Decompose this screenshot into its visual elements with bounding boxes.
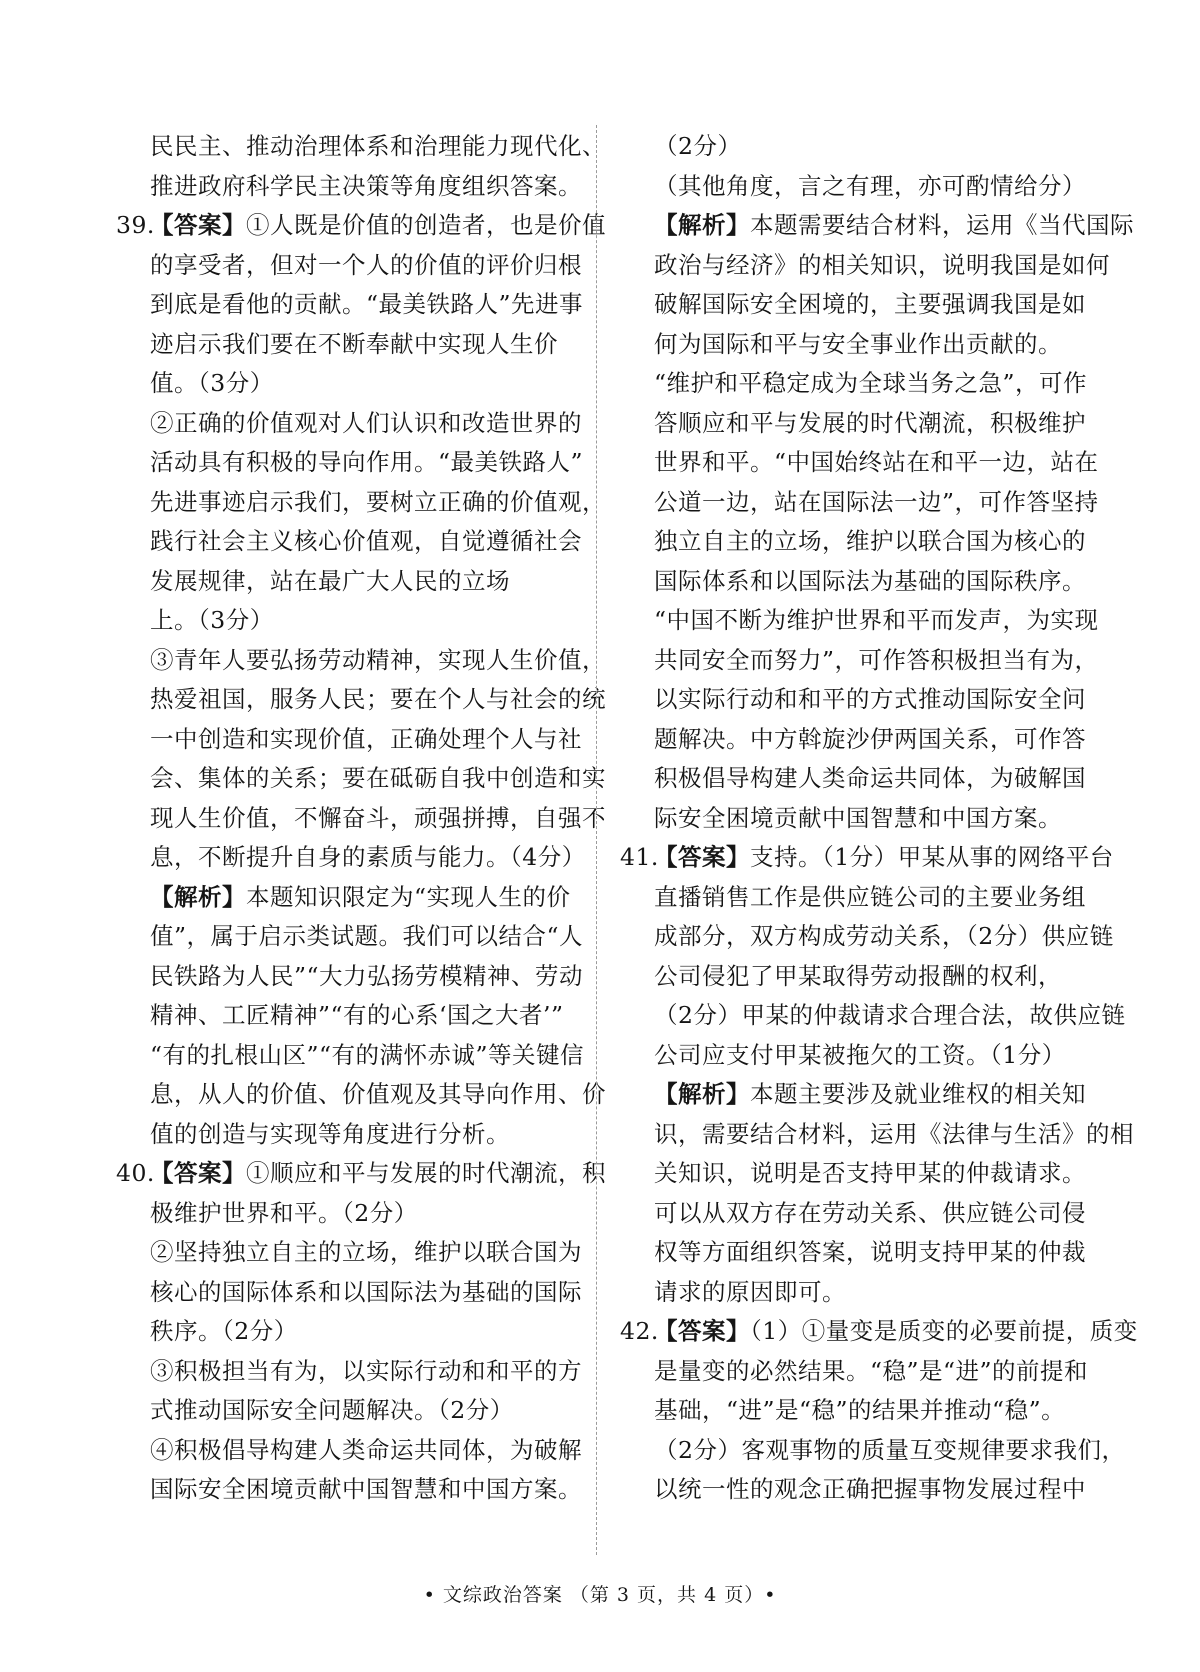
line-text: 题解决。中方斡旋沙伊两国关系，可作答 bbox=[654, 724, 1086, 753]
line-text: 以统一性的观念正确把握事物发展过程中 bbox=[654, 1475, 1086, 1503]
text-line bbox=[620, 127, 1080, 167]
line-text: 独立自主的立场，维护以联合国为核心的 bbox=[654, 527, 1086, 555]
text-line bbox=[116, 325, 572, 365]
line-text: 以实际行动和和平的方式推动国际安全问 bbox=[654, 685, 1086, 713]
line-text: 答顺应和平与发展的时代潮流，积极维护 bbox=[654, 408, 1086, 437]
text-line bbox=[116, 483, 606, 523]
text-line bbox=[116, 917, 584, 957]
text-line bbox=[116, 1312, 572, 1352]
text-line bbox=[620, 443, 1099, 483]
section-tag: 【答案】 bbox=[150, 1159, 246, 1187]
question-number: 41. bbox=[620, 843, 659, 871]
section-tag: 【答案】 bbox=[654, 843, 750, 871]
line-text: “有的扎根山区”“有的满怀赤诚”等关键信 bbox=[150, 1040, 585, 1069]
left-column bbox=[116, 127, 606, 1510]
text-line bbox=[620, 1036, 1080, 1076]
line-text: 际安全困境贡献中国智慧和中国方案。 bbox=[654, 803, 1062, 832]
text-line bbox=[620, 206, 1134, 246]
text-line bbox=[116, 680, 606, 720]
text-line bbox=[116, 246, 582, 286]
text-line bbox=[116, 641, 606, 681]
line-text: 积极倡导构建人类命运共同体，为破解国 bbox=[654, 764, 1086, 792]
text-line bbox=[116, 206, 606, 246]
line-text: 国际安全困境贡献中国智慧和中国方案。 bbox=[150, 1475, 582, 1503]
line-text: 关知识，说明是否支持甲某的仲裁请求。 bbox=[654, 1159, 1086, 1187]
right-column bbox=[620, 127, 1138, 1510]
text-line bbox=[116, 1115, 572, 1155]
line-text: ①顺应和平与发展的时代潮流，积 bbox=[246, 1159, 606, 1187]
text-line bbox=[116, 601, 572, 641]
text-line bbox=[620, 601, 1099, 641]
line-text: 践行社会主义核心价值观，自觉遵循社会 bbox=[150, 527, 582, 555]
line-text: 基础，“进”是“稳”的结果并推动“稳”。 bbox=[654, 1396, 1066, 1424]
section-tag: 【解析】 bbox=[654, 211, 750, 239]
text-line bbox=[620, 1470, 1086, 1510]
line-text: 本题需要结合材料，运用《当代国际 bbox=[750, 211, 1134, 239]
line-text: 国际体系和以国际法为基础的国际秩序。 bbox=[654, 566, 1086, 595]
text-line bbox=[116, 562, 572, 602]
text-line bbox=[116, 957, 584, 997]
text-line bbox=[116, 167, 582, 207]
text-line bbox=[620, 364, 1088, 404]
text-line bbox=[116, 1470, 582, 1510]
line-text: ③青年人要弘扬劳动精神，实现人生价值， bbox=[150, 645, 606, 674]
line-text: 共同安全而努力”，可作答积极担当有为， bbox=[654, 645, 1099, 674]
text-line bbox=[620, 641, 1099, 681]
text-line bbox=[620, 799, 1080, 839]
text-line bbox=[620, 917, 1114, 957]
line-text: ②正确的价值观对人们认识和改造世界的 bbox=[150, 408, 582, 437]
line-text: 精神、工匠精神”“有的心系‘国之大者’” bbox=[150, 1001, 564, 1029]
line-text: ②坚持独立自主的立场，维护以联合国为 bbox=[150, 1238, 582, 1266]
line-text: 是量变的必然结果。“稳”是“进”的前提和 bbox=[654, 1356, 1089, 1385]
text-line bbox=[116, 364, 572, 404]
line-text: （2分）甲某的仲裁请求合理合法，故供应链 bbox=[654, 1001, 1126, 1029]
text-line bbox=[116, 838, 586, 878]
text-line bbox=[116, 1431, 582, 1471]
line-text: 发展规律，站在最广大人民的立场 bbox=[150, 566, 510, 595]
line-text: 值的创造与实现等角度进行分析。 bbox=[150, 1119, 510, 1148]
line-text: 现人生价值，不懈奋斗，顽强拼搏，自强不 bbox=[150, 803, 606, 832]
line-text: （2分） bbox=[654, 132, 742, 160]
section-tag: 【答案】 bbox=[150, 211, 246, 239]
line-text: 本题主要涉及就业维权的相关知 bbox=[750, 1080, 1086, 1108]
text-line bbox=[116, 285, 584, 325]
text-line bbox=[620, 878, 1086, 918]
line-text: 秩序。（2分） bbox=[150, 1317, 298, 1345]
line-text: 先进事迹启示我们，要树立正确的价值观， bbox=[150, 487, 606, 516]
text-line bbox=[116, 759, 606, 799]
line-text: “维护和平稳定成为全球当务之急”，可作 bbox=[654, 369, 1088, 397]
text-line bbox=[116, 1391, 572, 1431]
text-line bbox=[620, 285, 1086, 325]
question-number: 40. bbox=[116, 1159, 155, 1187]
text-line bbox=[116, 443, 584, 483]
text-line bbox=[116, 799, 606, 839]
text-line bbox=[620, 720, 1086, 760]
text-line bbox=[116, 1233, 582, 1273]
section-tag: 【答案】 bbox=[654, 1317, 750, 1345]
line-text: （2分）客观事物的质量互变规律要求我们， bbox=[654, 1435, 1126, 1464]
line-text: ①人既是价值的创造者，也是价值 bbox=[246, 211, 606, 239]
text-line bbox=[620, 957, 1080, 997]
line-text: 公司应支付甲某被拖欠的工资。（1分） bbox=[654, 1040, 1066, 1069]
text-line bbox=[620, 996, 1126, 1036]
line-text: 支持。（1分）甲某从事的网络平台 bbox=[750, 843, 1114, 871]
line-text: 世界和平。“中国始终站在和平一边，站在 bbox=[654, 448, 1099, 476]
line-text: 本题知识限定为“实现人生的价 bbox=[246, 882, 571, 911]
line-text: ④积极倡导构建人类命运共同体，为破解 bbox=[150, 1435, 582, 1464]
line-text: 民民主、推动治理体系和治理能力现代化、 bbox=[150, 132, 606, 160]
text-line bbox=[116, 1154, 606, 1194]
line-text: 式推动国际安全问题解决。（2分） bbox=[150, 1396, 514, 1424]
text-line bbox=[116, 522, 582, 562]
text-line bbox=[620, 1075, 1086, 1115]
text-line bbox=[116, 996, 572, 1036]
line-text: 请求的原因即可。 bbox=[654, 1277, 846, 1306]
text-line bbox=[116, 1075, 606, 1115]
section-tag: 【解析】 bbox=[654, 1080, 750, 1108]
line-text: 公道一边，站在国际法一边”，可作答坚持 bbox=[654, 487, 1099, 516]
question-number: 42. bbox=[620, 1317, 659, 1345]
text-line bbox=[620, 522, 1086, 562]
line-text: 民铁路为人民”“大力弘扬劳模精神、劳动 bbox=[150, 961, 584, 990]
text-line bbox=[620, 1312, 1138, 1352]
line-text: 会、集体的关系；要在砥砺自我中创造和实 bbox=[150, 764, 606, 792]
line-text: 息，不断提升自身的素质与能力。（4分） bbox=[150, 843, 586, 871]
line-text: “中国不断为维护世界和平而发声，为实现 bbox=[654, 606, 1099, 634]
text-line bbox=[620, 562, 1086, 602]
text-line bbox=[116, 127, 606, 167]
text-line bbox=[620, 325, 1080, 365]
text-line bbox=[116, 1194, 572, 1234]
line-text: （1）①量变是质变的必要前提，质变 bbox=[750, 1317, 1138, 1345]
text-line bbox=[116, 1352, 582, 1392]
text-line bbox=[620, 1194, 1086, 1234]
section-tag: 【解析】 bbox=[150, 882, 246, 911]
line-text: 息，从人的价值、价值观及其导向作用、价 bbox=[150, 1080, 606, 1108]
text-line bbox=[116, 404, 582, 444]
text-line bbox=[116, 1036, 585, 1076]
line-text: 推进政府科学民主决策等角度组织答案。 bbox=[150, 171, 582, 200]
column-divider bbox=[596, 125, 597, 1555]
line-text: 何为国际和平与安全事业作出贡献的。 bbox=[654, 329, 1062, 358]
text-line bbox=[620, 246, 1110, 286]
line-text: 热爱祖国，服务人民；要在个人与社会的统 bbox=[150, 685, 606, 713]
line-text: 公司侵犯了甲某取得劳动报酬的权利， bbox=[654, 961, 1062, 990]
question-number: 39. bbox=[116, 211, 155, 239]
line-text: 到底是看他的贡献。“最美铁路人”先进事 bbox=[150, 290, 584, 318]
text-line bbox=[620, 1154, 1086, 1194]
line-text: 迹启示我们要在不断奉献中实现人生价 bbox=[150, 329, 558, 358]
line-text: 破解国际安全困境的，主要强调我国是如 bbox=[654, 290, 1086, 318]
line-text: 政治与经济》的相关知识，说明我国是如何 bbox=[654, 250, 1110, 279]
line-text: 的享受者，但对一个人的价值的评价归根 bbox=[150, 250, 582, 279]
line-text: 活动具有积极的导向作用。“最美铁路人” bbox=[150, 448, 584, 476]
line-text: 极维护世界和平。（2分） bbox=[150, 1198, 418, 1227]
line-text: 成部分，双方构成劳动关系，（2分）供应链 bbox=[654, 922, 1114, 950]
line-text: 值”，属于启示类试题。我们可以结合“人 bbox=[150, 922, 584, 950]
text-line bbox=[620, 1391, 1080, 1431]
text-line bbox=[620, 759, 1086, 799]
line-text: 核心的国际体系和以国际法为基础的国际 bbox=[150, 1277, 582, 1306]
text-line bbox=[620, 483, 1099, 523]
text-line bbox=[620, 1115, 1134, 1155]
line-text: 一中创造和实现价值，正确处理个人与社 bbox=[150, 724, 582, 753]
text-line bbox=[620, 680, 1086, 720]
text-line bbox=[620, 838, 1114, 878]
text-line bbox=[620, 404, 1086, 444]
text-line bbox=[620, 1273, 1080, 1313]
text-line bbox=[620, 1233, 1086, 1273]
line-text: 直播销售工作是供应链公司的主要业务组 bbox=[654, 882, 1086, 911]
text-line bbox=[116, 878, 572, 918]
line-text: （其他角度，言之有理，亦可酌情给分） bbox=[654, 171, 1086, 200]
page-footer: • 文综政治答案 （第 3 页，共 4 页）• bbox=[423, 1584, 777, 1606]
text-line bbox=[620, 167, 1086, 207]
line-text: 可以从双方存在劳动关系、供应链公司侵 bbox=[654, 1198, 1086, 1227]
text-line bbox=[620, 1431, 1126, 1471]
text-line bbox=[620, 1352, 1089, 1392]
line-text: 值。（3分） bbox=[150, 369, 274, 397]
line-text: 权等方面组织答案，说明支持甲某的仲裁 bbox=[654, 1238, 1086, 1266]
text-line bbox=[116, 720, 582, 760]
text-line bbox=[116, 1273, 582, 1313]
line-text: 上。（3分） bbox=[150, 606, 274, 634]
line-text: ③积极担当有为，以实际行动和和平的方 bbox=[150, 1356, 582, 1385]
line-text: 识，需要结合材料，运用《法律与生活》的相 bbox=[654, 1119, 1134, 1148]
